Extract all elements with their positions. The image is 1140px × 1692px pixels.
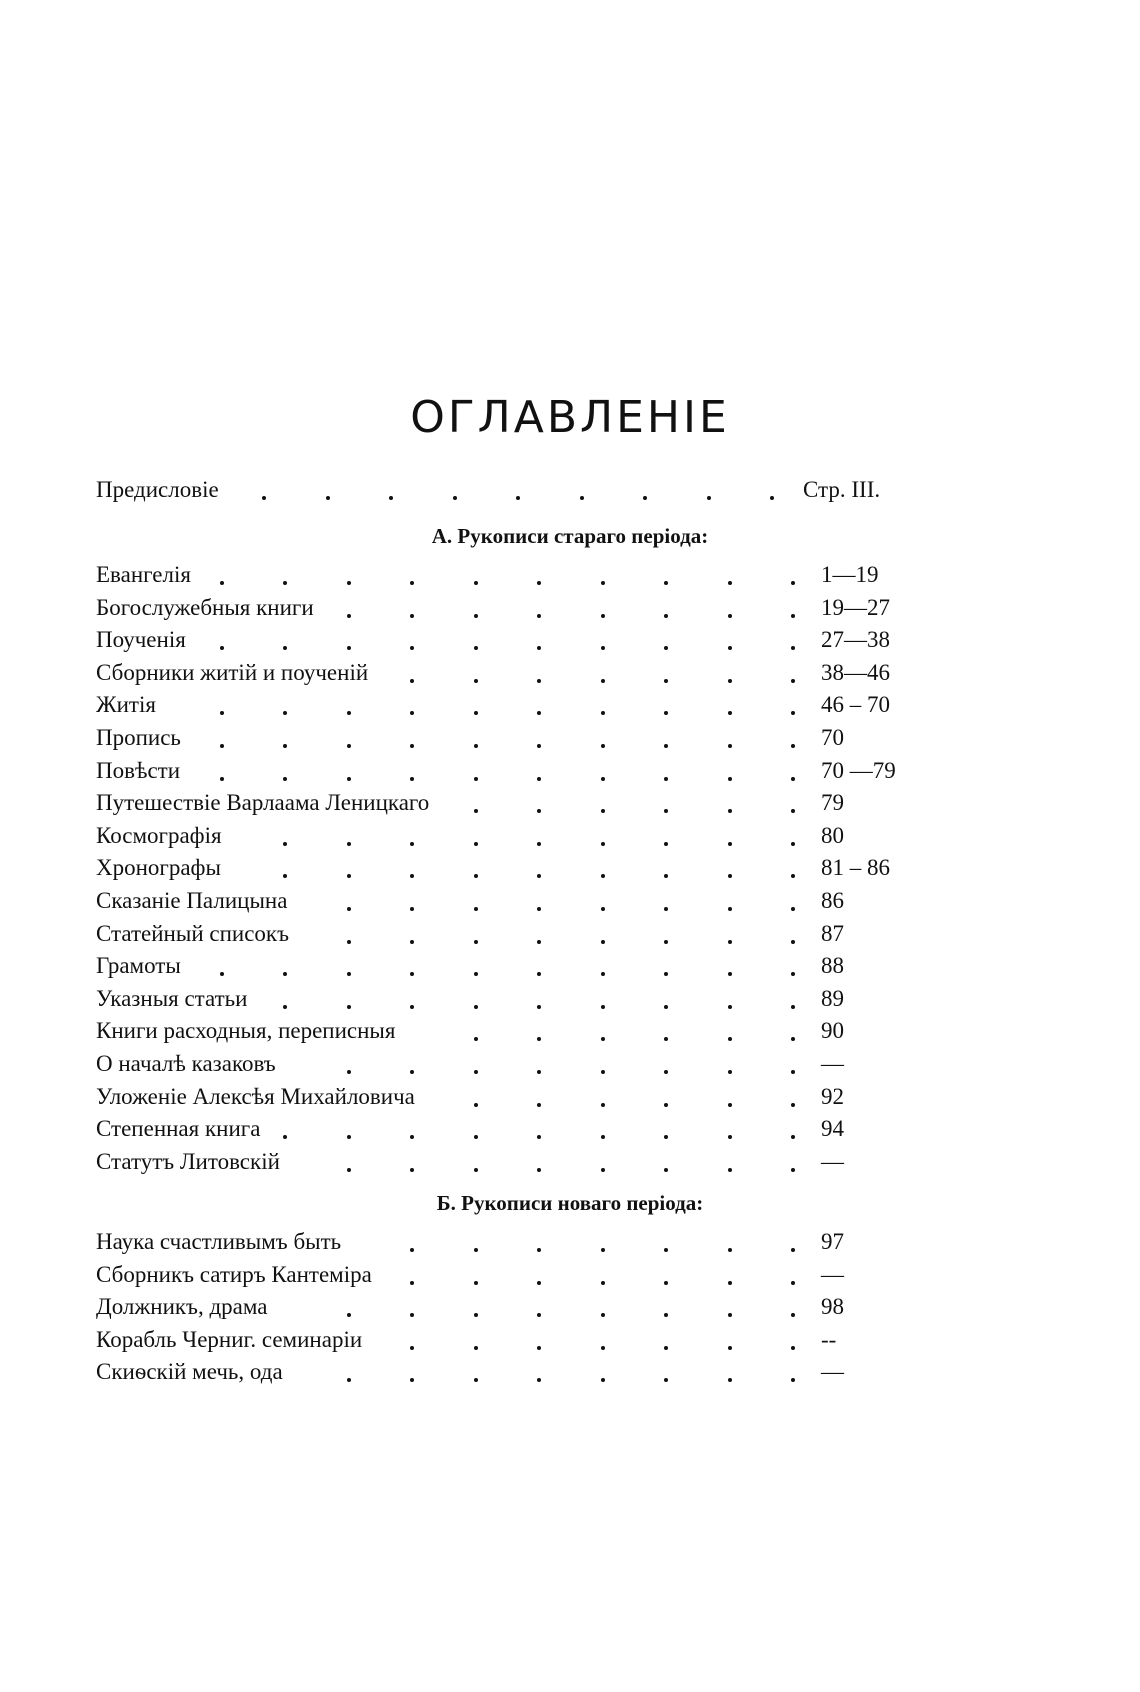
leader-dot [347, 777, 351, 781]
leader-dot [537, 1346, 541, 1350]
leader-dot [580, 496, 584, 500]
toc-entry-page: 98 [821, 1294, 844, 1319]
leader-dot [664, 1037, 668, 1041]
leader-dot [537, 777, 541, 781]
leader-dot [347, 940, 351, 944]
leader-dot [410, 646, 414, 650]
leader-dot [537, 711, 541, 715]
toc-entry-page: 70 —79 [821, 758, 896, 783]
leader-dot [664, 907, 668, 911]
leader-dot [791, 1070, 795, 1074]
leader-dot [791, 907, 795, 911]
leader-dot [474, 1070, 478, 1074]
leader-dot [347, 646, 351, 650]
toc-entry [96, 474, 966, 506]
toc-entry [96, 1081, 966, 1113]
leader-dot [283, 1135, 287, 1139]
toc-entry-label: Уложеніе Алексѣя Михайловича [96, 1084, 415, 1109]
leader-dot [664, 777, 668, 781]
leader-dot [664, 1346, 668, 1350]
leader-dot [601, 1346, 605, 1350]
leader-dot [537, 1005, 541, 1009]
toc-entry-page: 19—27 [821, 595, 890, 620]
leader-dot [601, 1103, 605, 1107]
toc-entry-page: — [821, 1262, 844, 1287]
leader-dot [664, 1378, 668, 1382]
toc-entry-label: О началѣ казаковъ [96, 1051, 276, 1076]
leader-dot [410, 679, 414, 683]
leader-dot [474, 842, 478, 846]
leader-dot [347, 1135, 351, 1139]
toc-entry-page: — [821, 1051, 844, 1076]
leader-dot [601, 809, 605, 813]
leader-dot [347, 842, 351, 846]
leader-dot [410, 1135, 414, 1139]
leader-dot [601, 1313, 605, 1317]
leader-dot [791, 1281, 795, 1285]
leader-dot [474, 809, 478, 813]
leader-dot [791, 972, 795, 976]
toc-entry [96, 592, 966, 624]
leader-dot [791, 777, 795, 781]
leader-dot [283, 744, 287, 748]
leader-dot [791, 1005, 795, 1009]
leader-dot [453, 496, 457, 500]
leader-dot [728, 1037, 732, 1041]
leader-dot [537, 1168, 541, 1172]
leader-dot [791, 874, 795, 878]
leader-dot [537, 646, 541, 650]
leader-dot [601, 1070, 605, 1074]
leader-dot [410, 1346, 414, 1350]
leader-dot [791, 1135, 795, 1139]
toc-entry-page: Стр. III. [803, 477, 881, 502]
leader-dot [347, 581, 351, 585]
leader-dot [664, 940, 668, 944]
toc-entry [96, 983, 966, 1015]
leader-dot [601, 1281, 605, 1285]
toc-entry-label: Наука счастливымъ быть [96, 1229, 342, 1254]
leader-dot [537, 1070, 541, 1074]
toc-entry-page: 46 – 70 [821, 692, 890, 717]
leader-dot [283, 1005, 287, 1009]
toc-entry-label: Поученія [96, 627, 186, 652]
leader-dot [474, 744, 478, 748]
toc-entry [96, 689, 966, 721]
toc-entry-page: -- [821, 1327, 837, 1352]
leader-dot [474, 940, 478, 944]
leader-dot [474, 1313, 478, 1317]
toc-entry-page: 89 [821, 986, 844, 1011]
leader-dot [474, 777, 478, 781]
leader-dot [664, 711, 668, 715]
leader-dot [283, 646, 287, 650]
leader-dot [410, 711, 414, 715]
toc-entry-label: Степенная книга [96, 1116, 261, 1141]
toc-entry-label: Статутъ Литовскій [96, 1149, 280, 1174]
leader-dot [220, 711, 224, 715]
toc-entry-label: Житія [96, 692, 156, 717]
leader-dot [410, 1378, 414, 1382]
leader-dot [664, 972, 668, 976]
leader-dot [664, 874, 668, 878]
leader-dot [220, 581, 224, 585]
leader-dot [474, 614, 478, 618]
leader-dot [664, 581, 668, 585]
toc-entry-label: Книги расходныя, переписныя [96, 1018, 396, 1043]
leader-dot [410, 1005, 414, 1009]
leader-dot [537, 940, 541, 944]
toc-entry-page: 80 [821, 823, 844, 848]
leader-dot [728, 711, 732, 715]
toc-entry [96, 1291, 966, 1323]
leader-dot [474, 1005, 478, 1009]
leader-dot [537, 614, 541, 618]
leader-dot [537, 1378, 541, 1382]
toc-entry-label: Хронографы [96, 855, 221, 880]
leader-dot [791, 581, 795, 585]
leader-dot [601, 1005, 605, 1009]
leader-dot [410, 1248, 414, 1252]
leader-dot [728, 1281, 732, 1285]
toc-entry-label: Пропись [96, 725, 181, 750]
leader-dot [791, 744, 795, 748]
leader-dot [791, 842, 795, 846]
leader-dot [728, 972, 732, 976]
leader-dot [791, 940, 795, 944]
leader-dot [537, 972, 541, 976]
toc-entry-page: 27—38 [821, 627, 890, 652]
toc-entry [96, 1146, 966, 1178]
leader-dot [601, 646, 605, 650]
leader-dot [728, 1313, 732, 1317]
toc-entry [96, 559, 966, 591]
leader-dot [262, 496, 266, 500]
leader-dot [347, 1005, 351, 1009]
toc-entry-label: Сказаніе Палицына [96, 888, 288, 913]
leader-dot [664, 614, 668, 618]
leader-dot [474, 1378, 478, 1382]
leader-dot [643, 496, 647, 500]
toc-entry-page: 81 – 86 [821, 855, 890, 880]
leader-dot [537, 842, 541, 846]
toc-entry-label: Сборники житій и поученій [96, 660, 369, 685]
leader-dot [410, 972, 414, 976]
leader-dot [728, 1070, 732, 1074]
toc-entry-page: 97 [821, 1229, 844, 1254]
toc-entry-label: Евангелія [96, 562, 191, 587]
leader-dot [728, 679, 732, 683]
leader-dot [537, 1281, 541, 1285]
leader-dot [410, 940, 414, 944]
section-heading: А. Рукописи стараго періода: [431, 524, 709, 548]
leader-dot [474, 1037, 478, 1041]
leader-dot [283, 874, 287, 878]
leader-dot [410, 907, 414, 911]
leader-dot [410, 1070, 414, 1074]
leader-dot [791, 1248, 795, 1252]
leader-dot [389, 496, 393, 500]
leader-dot [728, 1168, 732, 1172]
leader-dot [728, 1346, 732, 1350]
leader-dot [537, 1135, 541, 1139]
toc-entry-page: 94 [821, 1116, 844, 1141]
toc-entry-page: 79 [821, 790, 844, 815]
toc-entry [96, 1015, 966, 1047]
leader-dot [728, 646, 732, 650]
leader-dot [410, 744, 414, 748]
leader-dot [537, 1313, 541, 1317]
leader-dot [283, 777, 287, 781]
leader-dot [601, 744, 605, 748]
toc-entry-label: Предисловіе [96, 477, 219, 502]
leader-dot [410, 874, 414, 878]
leader-dot [474, 711, 478, 715]
leader-dot [791, 809, 795, 813]
leader-dot [791, 614, 795, 618]
leader-dot [283, 581, 287, 585]
leader-dot [347, 1168, 351, 1172]
leader-dot [474, 679, 478, 683]
leader-dot [601, 581, 605, 585]
leader-dot [601, 1168, 605, 1172]
toc-entry-label: Должникъ, драма [96, 1294, 268, 1319]
leader-dot [791, 679, 795, 683]
leader-dot [601, 1135, 605, 1139]
leader-dot [220, 777, 224, 781]
toc-entry [96, 755, 966, 787]
leader-dot [283, 972, 287, 976]
toc-entry-label: Указныя статьи [96, 986, 248, 1011]
leader-dot [474, 581, 478, 585]
leader-dot [474, 1168, 478, 1172]
leader-dot [728, 1103, 732, 1107]
leader-dot [664, 1005, 668, 1009]
leader-dot [664, 842, 668, 846]
page-title: ОГЛАВЛЕНІЕ [410, 392, 730, 443]
leader-dot [664, 1135, 668, 1139]
leader-dot [283, 842, 287, 846]
toc-entry-page: 87 [821, 921, 844, 946]
toc-entry-page: 88 [821, 953, 844, 978]
leader-dot [664, 1248, 668, 1252]
leader-dot [728, 1378, 732, 1382]
leader-dot [728, 581, 732, 585]
leader-dot [347, 711, 351, 715]
leader-dot [770, 496, 774, 500]
toc-entry-label: Путешествіе Варлаама Леницкаго [96, 790, 430, 815]
leader-dot [601, 679, 605, 683]
section-heading: Б. Рукописи новаго періода: [436, 1191, 704, 1215]
leader-dot [707, 496, 711, 500]
leader-dot [347, 1378, 351, 1382]
leader-dot [601, 1378, 605, 1382]
toc-entry [96, 885, 966, 917]
leader-dot [537, 907, 541, 911]
leader-dot [347, 744, 351, 748]
toc-entry [96, 1324, 966, 1356]
leader-dot [474, 1248, 478, 1252]
leader-dot [537, 1037, 541, 1041]
leader-dot [601, 972, 605, 976]
toc-entry [96, 820, 966, 852]
leader-dot [664, 809, 668, 813]
leader-dot [791, 1378, 795, 1382]
leader-dot [791, 1313, 795, 1317]
leader-dot [537, 744, 541, 748]
leader-dot [410, 842, 414, 846]
leader-dot [601, 777, 605, 781]
leader-dot [728, 907, 732, 911]
leader-dot [601, 1248, 605, 1252]
leader-dot [728, 744, 732, 748]
leader-dot [220, 744, 224, 748]
leader-dot [326, 496, 330, 500]
leader-dot [474, 1135, 478, 1139]
toc-entry-label: Богослужебныя книги [96, 595, 314, 620]
leader-dot [601, 614, 605, 618]
leader-dot [601, 874, 605, 878]
leader-dot [410, 581, 414, 585]
leader-dot [664, 1103, 668, 1107]
toc-entry-page: — [821, 1359, 844, 1384]
leader-dot [664, 1070, 668, 1074]
leader-dot [728, 842, 732, 846]
leader-dot [516, 496, 520, 500]
toc-entry-page: 70 [821, 725, 844, 750]
toc-entry-page: 38—46 [821, 660, 890, 685]
leader-dot [601, 711, 605, 715]
toc-entry-label: Космографія [96, 823, 222, 848]
leader-dot [728, 1135, 732, 1139]
toc-entry-page: 1—19 [821, 562, 879, 587]
leader-dot [347, 614, 351, 618]
toc-entry [96, 1226, 966, 1258]
leader-dot [791, 711, 795, 715]
leader-dot [474, 646, 478, 650]
leader-dot [537, 581, 541, 585]
leader-dot [537, 1248, 541, 1252]
toc-entry [96, 722, 966, 754]
leader-dot [474, 874, 478, 878]
toc-entry-page: — [821, 1149, 844, 1174]
leader-dot [664, 1281, 668, 1285]
leader-dot [537, 1103, 541, 1107]
leader-dot [410, 777, 414, 781]
toc-entry [96, 787, 966, 819]
toc-entry-label: Сборникъ сатиръ Кантеміра [96, 1262, 372, 1287]
leader-dot [601, 940, 605, 944]
leader-dot [601, 1037, 605, 1041]
leader-dot [664, 679, 668, 683]
leader-dot [664, 1168, 668, 1172]
leader-dot [474, 907, 478, 911]
leader-dot [537, 874, 541, 878]
leader-dot [791, 1103, 795, 1107]
leader-dot [347, 972, 351, 976]
toc-entry-page: 90 [821, 1018, 844, 1043]
leader-dot [728, 777, 732, 781]
toc-entry [96, 657, 966, 689]
toc-entry-label: Грамоты [96, 953, 181, 978]
leader-dot [347, 907, 351, 911]
toc-entry-label: Статейный списокъ [96, 921, 289, 946]
toc-entry [96, 852, 966, 884]
leader-dot [728, 940, 732, 944]
toc-entry [96, 1356, 966, 1388]
toc-entry-label: Повѣсти [96, 758, 181, 783]
leader-dot [474, 1281, 478, 1285]
leader-dot [347, 874, 351, 878]
leader-dot [220, 972, 224, 976]
leader-dot [474, 1346, 478, 1350]
toc-entry-label: Скиѳскій мечь, ода [96, 1359, 283, 1384]
leader-dot [410, 1168, 414, 1172]
toc-entry-page: 92 [821, 1084, 844, 1109]
leader-dot [728, 874, 732, 878]
leader-dot [220, 646, 224, 650]
toc-entry [96, 950, 966, 982]
leader-dot [601, 907, 605, 911]
leader-dot [728, 1248, 732, 1252]
toc-entry [96, 624, 966, 656]
leader-dot [664, 646, 668, 650]
leader-dot [410, 1281, 414, 1285]
toc-entry-label: Корабль Черниг. семинаріи [96, 1327, 363, 1352]
leader-dot [347, 1070, 351, 1074]
leader-dot [664, 744, 668, 748]
leader-dot [410, 1313, 414, 1317]
leader-dot [791, 1037, 795, 1041]
leader-dot [537, 809, 541, 813]
toc-entry [96, 918, 966, 950]
toc-entry-page: 86 [821, 888, 844, 913]
leader-dot [474, 1103, 478, 1107]
leader-dot [283, 711, 287, 715]
toc-entry [96, 1259, 966, 1291]
leader-dot [410, 614, 414, 618]
leader-dot [728, 1005, 732, 1009]
leader-dot [728, 809, 732, 813]
leader-dot [664, 1313, 668, 1317]
toc-entry [96, 1048, 966, 1080]
leader-dot [791, 1168, 795, 1172]
leader-dot [347, 1313, 351, 1317]
leader-dot [474, 972, 478, 976]
leader-dot [728, 614, 732, 618]
toc-entry [96, 1113, 966, 1145]
leader-dot [791, 1346, 795, 1350]
leader-dot [537, 679, 541, 683]
leader-dot [791, 646, 795, 650]
leader-dot [601, 842, 605, 846]
